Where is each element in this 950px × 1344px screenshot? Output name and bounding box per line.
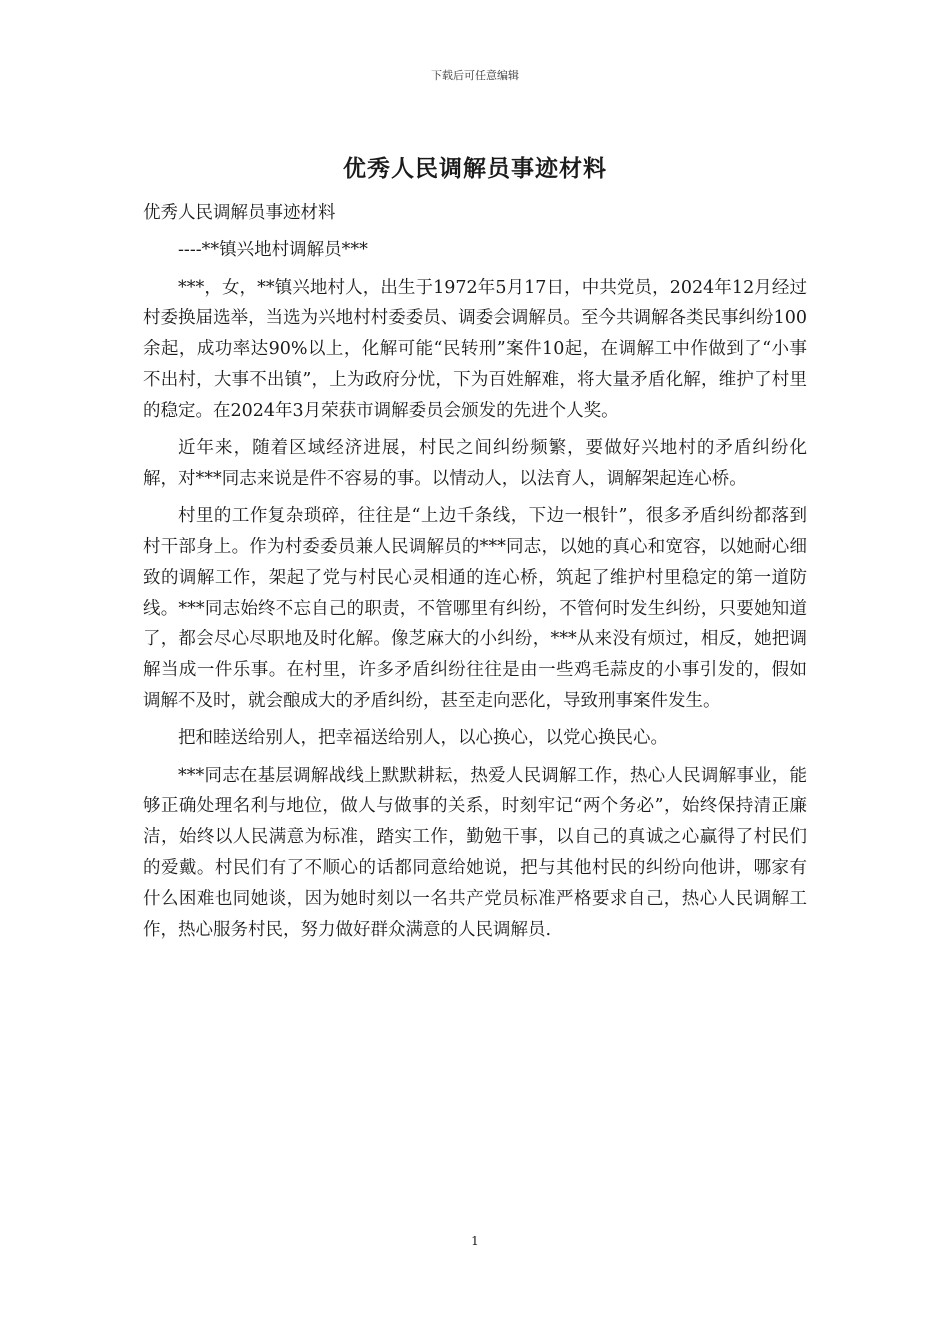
paragraph: ***同志在基层调解战线上默默耕耘，热爱人民调解工作，热心人民调解事业，能够正确处理名利与地位，做人与做事的关系，时刻牢记“两个务必”，始终保持清正廉洁，始终以人民满意为标准，踏实工作，勤勉干事，以自己的真诚之心赢得了村民们的爱戴。村民们有了不顺心的话都同意给她说，把与其他村民的纠纷向他讲，哪家有什么困难也同她谈，因为她时刻以一名共产党员标准严格要求自己，热心人民调解工作，热心服务村民，努力做好群众满意的人民调解员. bbox=[143, 765, 807, 940]
paragraph: 近年来，随着区域经济进展，村民之间纠纷频繁，要做好兴地村的矛盾纠纷化解，对***同志来说是件不容易的事。以情动人，以法育人，调解架起连心桥。 bbox=[143, 438, 807, 489]
paragraph: 村里的工作复杂琐碎，往往是“上边千条线，下边一根针”，很多矛盾纠纷都落到村干部身上。作为村委委员兼人民调解员的***同志，以她的真心和宽容，以她耐心细致的调解工作，架起了党与村民心灵相通的连心桥，筑起了维护村里稳定的第一道防线。***同志始终不忘自己的职责，不管哪里有纠纷，不管何时发生纠纷，只要她知道了，都会尽心尽职地及时化解。像芝麻大的小纠纷，***从来没有烦过，相反，她把调解当成一件乐事。在村里，许多矛盾纠纷往往是由一些鸡毛蒜皮的小事引发的，假如调解不及时，就会酿成大的矛盾纠纷，甚至走向恶化，导致刑事案件发生。 bbox=[143, 506, 807, 711]
paragraph: 把和睦送给别人，把幸福送给别人，以心换心，以党心换民心。 bbox=[178, 728, 668, 749]
document-body bbox=[143, 198, 807, 952]
page-number: 1 bbox=[471, 1234, 479, 1248]
header-note: 下载后可任意编辑 bbox=[431, 69, 519, 82]
paragraph-heading-repeat: 优秀人民调解员事迹材料 bbox=[143, 203, 336, 223]
paragraph-subtitle: ----**镇兴地村调解员*** bbox=[178, 240, 368, 261]
document-title: 优秀人民调解员事迹材料 bbox=[343, 155, 607, 182]
paragraph: ***，女，**镇兴地村人，出生于1972年5月17日，中共党员，2024年12月经过村委换届选举，当选为兴地村村委委员、调委会调解员。至今共调解各类民事纠纷100余起，成功率达90%以上，化解可能“民转刑”案件10起，在调解工中作做到了“小事不出村，大事不出镇”，上为政府分忧，下为百姓解难，将大量矛盾化解，维护了村里的稳定。在2024年3月荣获市调解委员会颁发的先进个人奖。 bbox=[143, 277, 807, 421]
